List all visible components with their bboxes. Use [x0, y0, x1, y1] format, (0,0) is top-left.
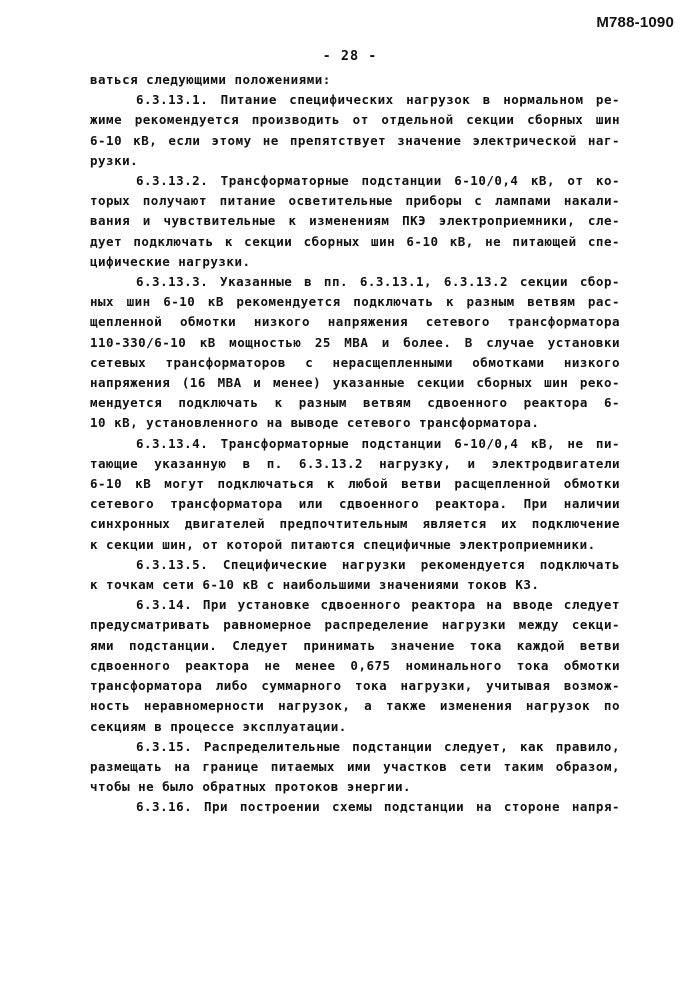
- paragraph: [90, 595, 620, 736]
- text-line: к секции шин, от которой питаются специфичные электроприемники.: [90, 536, 596, 552]
- text-line: мендуется подключать к разным ветвям сдвоенного реактора 6-: [90, 395, 620, 411]
- paragraph: [90, 90, 620, 171]
- text-line: торых получают питание осветительные приборы с лампами накали-: [90, 193, 620, 209]
- text-line: 110-330/6-10 кВ мощностью 25 МВА и более. В случае установки: [90, 334, 620, 350]
- paragraph: [90, 272, 620, 434]
- text-line: щепленной обмотки низкого напряжения сетевого трансформатора: [90, 314, 620, 330]
- text-line: 6.3.15. Распределительные подстанции следует, как правило,: [136, 738, 620, 754]
- text-line: дует подключать к секции сборных шин 6-10 кВ, не питающей спе-: [90, 233, 620, 249]
- text-line: напряжения (16 МВА и менее) указанные секции сборных шин реко-: [90, 375, 620, 391]
- paragraph: [90, 70, 620, 90]
- text-line: сдвоенного реактора не менее 0,675 номинального тока обмотки: [90, 657, 620, 673]
- text-line: 6.3.16. При построении схемы подстанции на стороне напря-: [136, 799, 620, 815]
- paragraph: [90, 171, 620, 272]
- text-line: 6.3.13.5. Специфические нагрузки рекомендуется подключать: [136, 556, 620, 572]
- paragraph: [90, 555, 620, 595]
- text-line: жиме рекомендуется производить от отдельной секции сборных шин: [90, 112, 620, 128]
- text-line: секциям в процессе эксплуатации.: [90, 718, 347, 734]
- text-line: 6-10 кВ, если этому не препятствует значение электрической наг-: [90, 132, 620, 148]
- text-line: 6-10 кВ могут подключаться к любой ветви расщепленной обмотки: [90, 476, 620, 492]
- text-line: 6.3.13.4. Трансформаторные подстанции 6-10/0,4 кВ, не пи-: [136, 435, 620, 451]
- text-line: вания и чувствительные к изменениям ПКЭ электроприемники, сле-: [90, 213, 620, 229]
- text-line: 10 кВ, установленного на выводе сетевого трансформатора.: [90, 415, 540, 431]
- text-line: ваться следующими положениями:: [90, 72, 331, 87]
- text-line: 6.3.13.1. Питание специфических нагрузок в нормальном ре-: [136, 92, 620, 108]
- text-line: ность неравномерности нагрузок, а также изменения нагрузок по: [90, 698, 620, 714]
- text-line: сетевого трансформатора или сдвоенного реактора. При наличии: [90, 496, 620, 512]
- paragraph: [90, 737, 620, 798]
- text-line: 6.3.13.3. Указанные в пп. 6.3.13.1, 6.3.13.2 секции сбор-: [136, 274, 620, 290]
- text-line: рузки.: [90, 152, 139, 168]
- text-line: размещать на границе питаемых ими участков сети таким образом,: [90, 758, 620, 774]
- text-line: ями подстанции. Следует принимать значение тока каждой ветви: [90, 637, 620, 653]
- page-number: - 28 -: [322, 48, 378, 64]
- text-line: ных шин 6-10 кВ рекомендуется подключать к разным ветвям рас-: [90, 294, 620, 310]
- text-line: синхронных двигателей предпочтительным является их подключение: [90, 516, 620, 532]
- text-line: тающие указанную в п. 6.3.13.2 нагрузку, и электродвигатели: [90, 455, 620, 471]
- text-line: сетевых трансформаторов с нерасщепленными обмотками низкого: [90, 354, 620, 370]
- text-line: 6.3.14. При установке сдвоенного реактора на вводе следует: [136, 597, 620, 613]
- text-line: трансформатора либо суммарного тока нагрузки, учитывая возмож-: [90, 678, 620, 694]
- text-line: цифические нагрузки.: [90, 253, 251, 269]
- text-line: к точкам сети 6-10 кВ с наибольшими значениями токов КЗ.: [90, 577, 540, 593]
- text-line: предусматривать равномерное распределение нагрузки между секци-: [90, 617, 620, 633]
- document-id: М788-1090: [596, 14, 674, 31]
- paragraph: [90, 434, 620, 555]
- text-line: 6.3.13.2. Трансформаторные подстанции 6-10/0,4 кВ, от ко-: [136, 173, 620, 189]
- paragraph: [90, 797, 620, 817]
- text-line: чтобы не было обратных протоков энергии.: [90, 779, 412, 795]
- document-body: [90, 70, 620, 818]
